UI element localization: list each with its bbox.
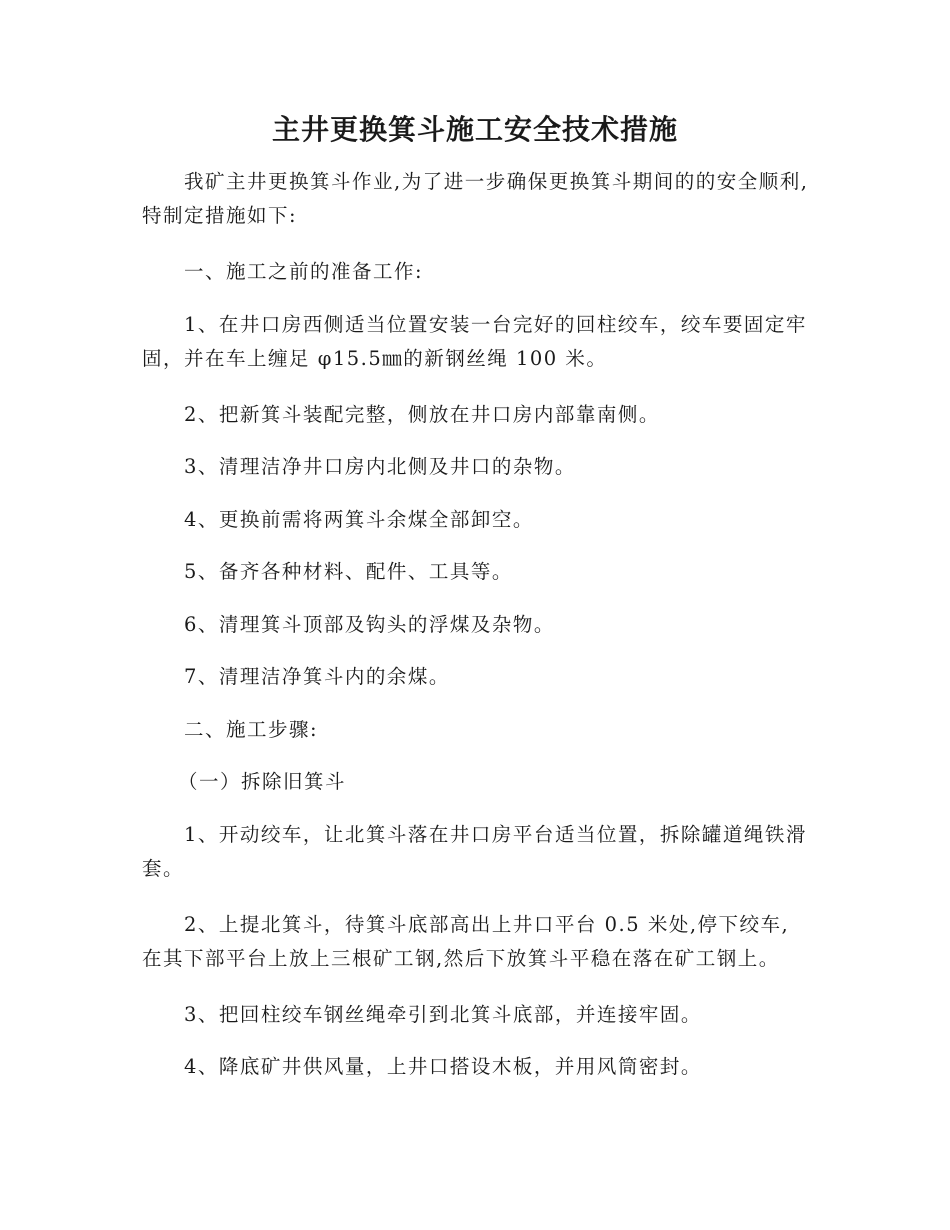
- prep-item-5: 5、备齐各种材料、配件、工具等。: [184, 560, 513, 583]
- document-title: 主井更换箕斗施工安全技术措施: [271, 113, 678, 146]
- step-item-4: 4、降底矿井供风量，上井口搭设木板，并用风筒密封。: [184, 1055, 702, 1078]
- intro-paragraph: 我矿主井更换箕斗作业,为了进一步确保更换箕斗期间的的安全顺利,特制定措施如下:: [142, 170, 809, 227]
- subsection-heading-remove-old: （一）拆除旧箕斗: [178, 770, 347, 793]
- prep-item-6: 6、清理箕斗顶部及钩头的浮煤及杂物。: [184, 613, 555, 636]
- section-heading-steps: 二、施工步骤:: [184, 718, 319, 741]
- prep-item-7: 7、清理洁净箕斗内的余煤。: [184, 665, 450, 688]
- prep-item-3: 3、清理洁净井口房内北侧及井口的杂物。: [184, 455, 576, 478]
- step-item-1: 1、开动绞车，让北箕斗落在井口房平台适当位置，拆除罐道绳铁滑套。: [142, 823, 807, 880]
- step-item-3: 3、把回柱绞车钢丝绳牵引到北箕斗底部，并连接牢固。: [184, 1003, 702, 1026]
- section-heading-preparation: 一、施工之前的准备工作:: [184, 260, 424, 283]
- prep-item-2: 2、把新箕斗装配完整，侧放在井口房内部靠南侧。: [184, 403, 660, 426]
- prep-item-4: 4、更换前需将两箕斗余煤全部卸空。: [184, 508, 534, 531]
- step-item-2: 2、上提北箕斗，待箕斗底部高出上井口平台 0.5 米处,停下绞车,在其下部平台上放上三根矿工钢,然后下放箕斗平稳在落在矿工钢上。: [142, 913, 790, 970]
- prep-item-1: 1、在井口房西侧适当位置安装一台完好的回柱绞车，绞车要固定牢固，并在车上缠足 φ15.5㎜的新钢丝绳 100 米。: [142, 313, 807, 370]
